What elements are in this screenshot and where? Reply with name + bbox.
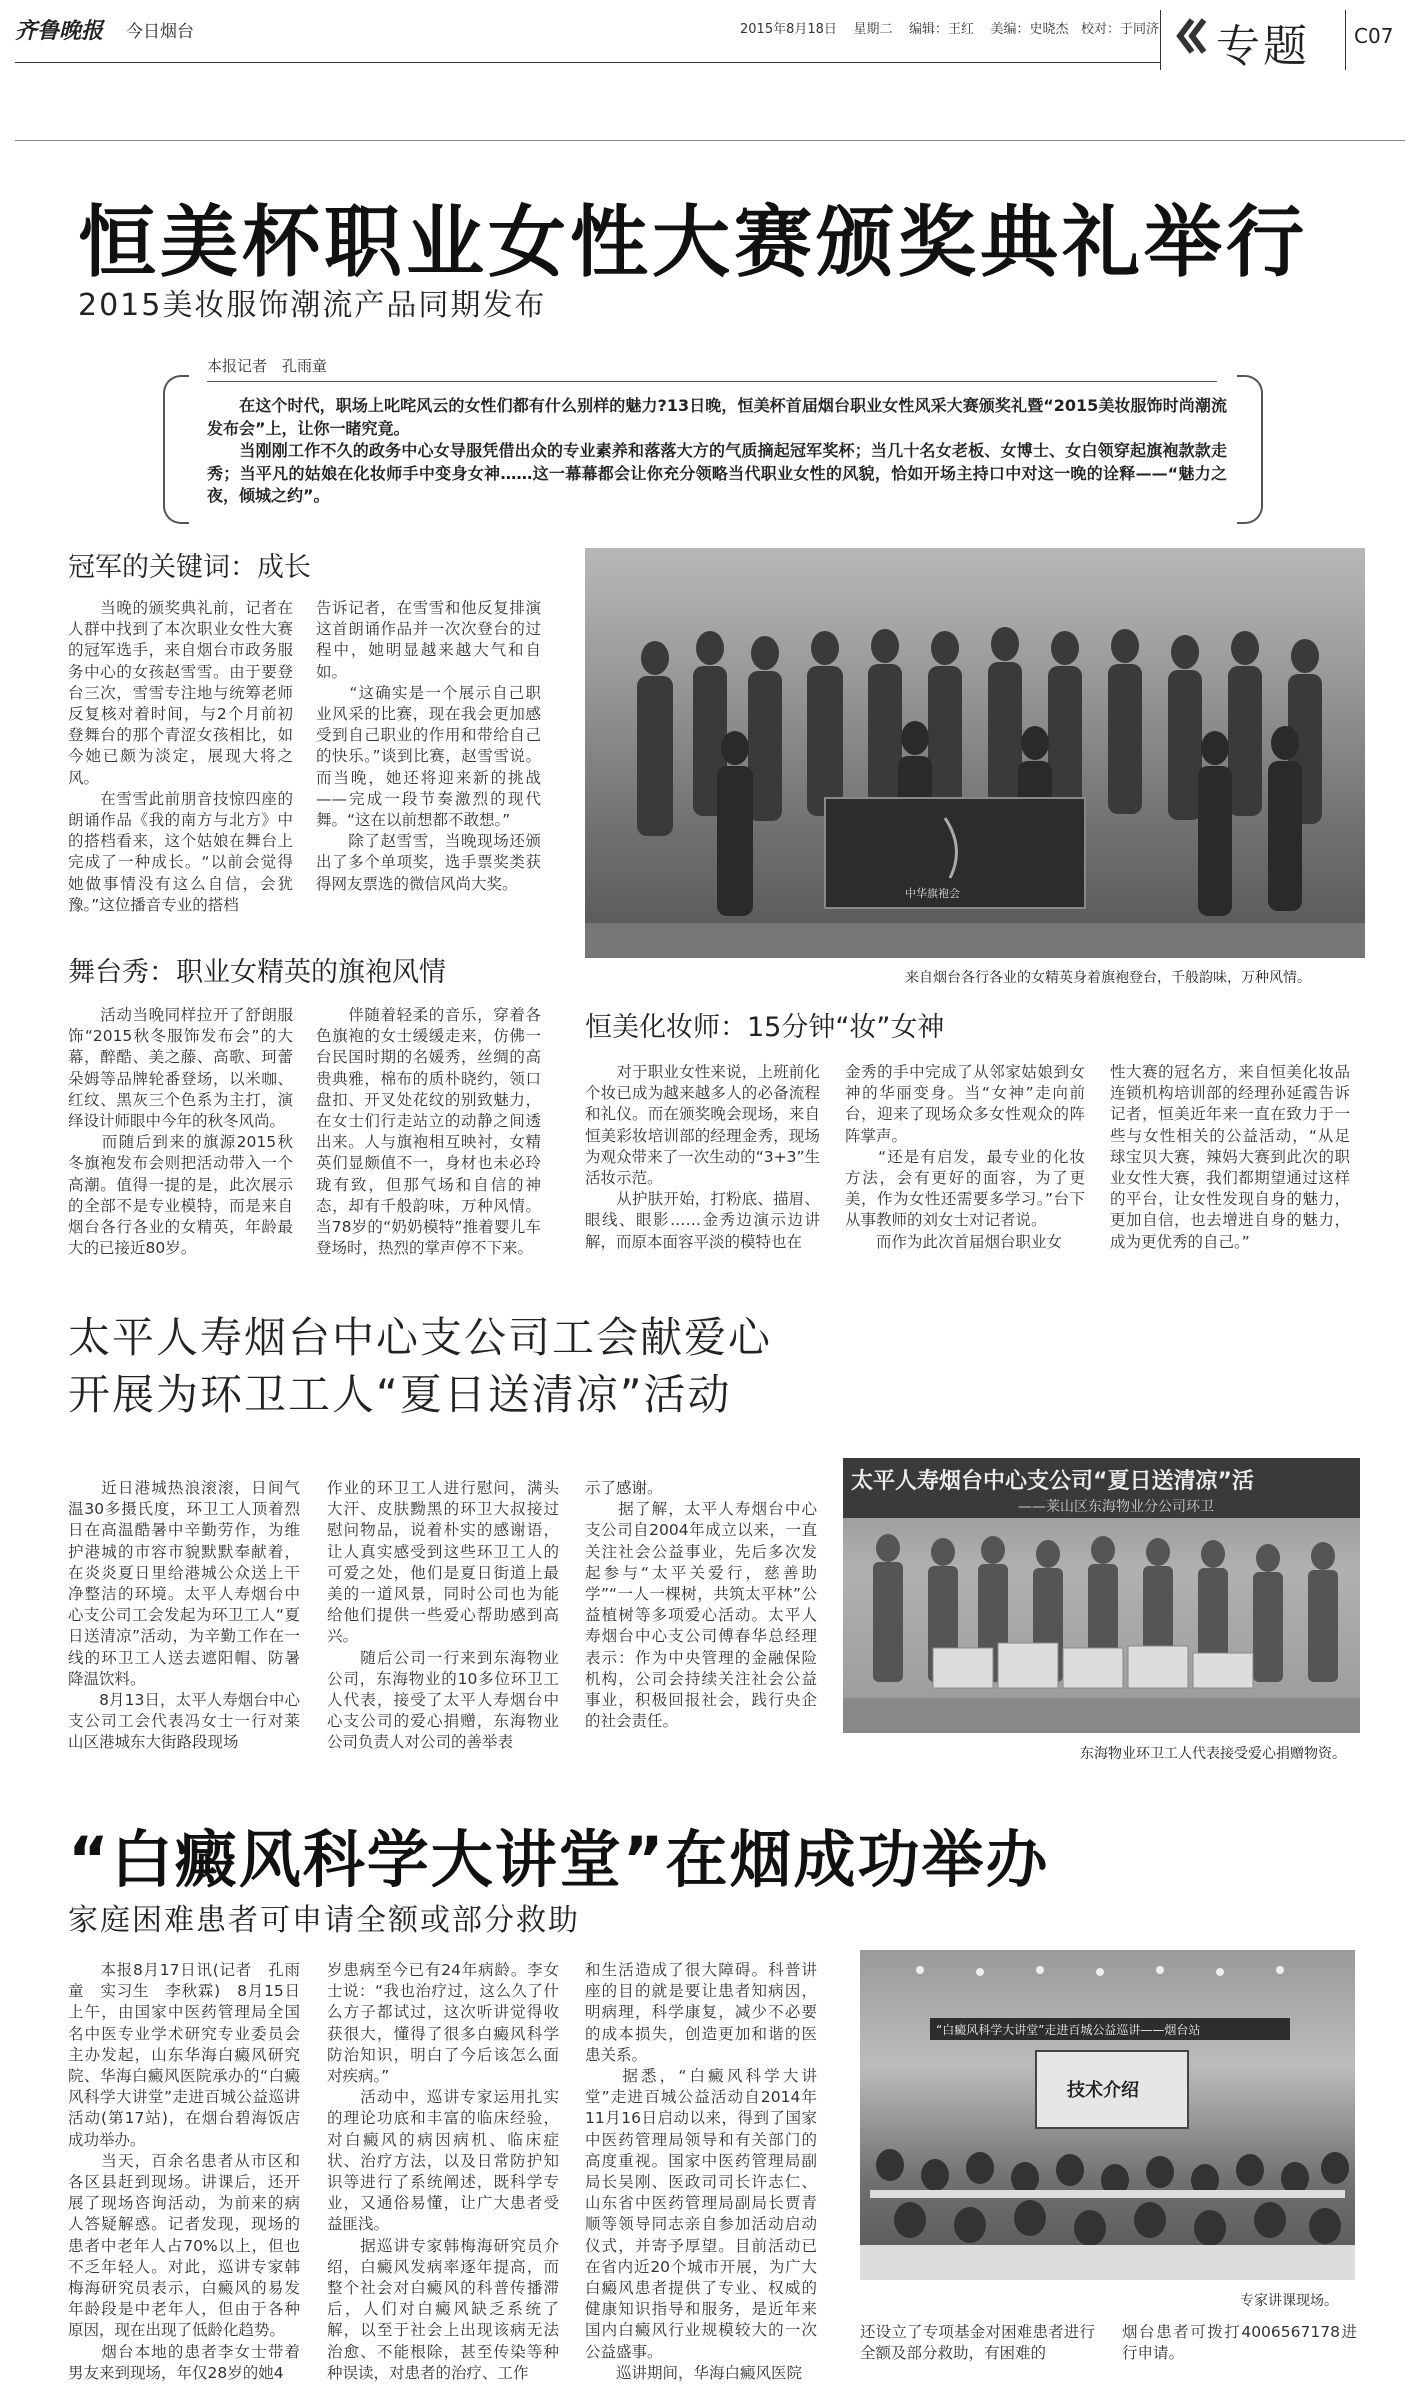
article1-subhead: 2015美妆服饰潮流产品同期发布	[78, 288, 547, 323]
article1-sec3-col2: 金秀的手中完成了从邻家姑娘到女神的华丽变身。当“女神”走向前台，迎来了现场众多女性观众的阵阵掌声。 “还是有启发，最专业的化妆方法，会有更好的面容，为了更美，作为女性还需要多学习。”台下从事教师的刘女士对记者说。 而作为此次首届烟台职业女	[845, 1063, 1085, 1251]
designer-credit: 美编：史晓杰	[990, 22, 1069, 37]
lecture-screen-text: 技术介绍	[1067, 2080, 1139, 2101]
article2-headline-line1: 太平人寿烟台中心支公司工会献爱心	[68, 1313, 773, 1362]
article3-col1: 本报8月17日讯(记者 孔雨童 实习生 李秋霖) 8月15日上午，由国家中医药管理局全国名中医专业学术研究专业委员会主办发起，山东华海白癜风研究院、华海白癜风医院承办的“白癜风科学大讲堂”走进百城公益巡讲活动(第17站)，在烟台碧海饭店成功举办。 当天，百余名患者从市区和各区县赶到现场。讲课后，还开展了现场咨询活动，为前来的病人答疑解惑。记者发现，现场的患者中老年人占70%以上，但也不乏年轻人。对此，巡讲专家韩梅海研究员表示，白癜风的易发年龄段是中老年人，但由于各种原因，现在出现了低龄化趋势。 烟台本地的患者李女士带着男友来到现场，年仅28岁的她4	[68, 1961, 300, 2382]
article1-sec1-col1: 当晚的颁奖典礼前，记者在人群中找到了本次职业女性大赛的冠军选手，来自烟台市政务服务中心的女孩赵雪雪。由于要登台三次，雪雪专注地与统筹老师反复核对着时间，与2个月前初登舞台的那个青涩女孩相比，如今她已颇为淡定，展现大将之风。 在雪雪此前朋音技惊四座的朗诵作品《我的南方与北方》中的搭档看来，这个姑娘在舞台上完成了一种成长。“以前会觉得她做事情没有这么自信，会犹豫。”这位播音专业的搭档	[68, 599, 293, 914]
article1-sec3-col3: 性大赛的冠名方，来自恒美化妆品连锁机构培训部的经理孙延霞告诉记者，恒美近年来一直在致力于一些与女性相关的公益活动，“从足球宝贝大赛，辣妈大赛到此次的职业女性大赛，我们都期望通过这样的平台，让女性发现自身的魅力，更加自信，也去增进自身的魅力，成为更优秀的自己。”	[1110, 1063, 1350, 1251]
article1-sec1-col2: 告诉记者，在雪雪和他反复排演这首朗诵作品并一次次登台的过程中，她明显越来越大气和自如。 “这确实是一个展示自己职业风采的比赛，现在我会更加感受到自己职业的作用和带给自己的快乐。”谈到比赛，赵雪雪说。而当晚，她还将迎来新的挑战——完成一段节奏激烈的现代舞。“这在以前想都不敢想。” 除了赵雪雪，当晚现场还颁出了多个单项奖，选手票奖类获得网友票选的微信风尚大奖。	[316, 599, 541, 893]
lead-bracket-right	[1237, 375, 1263, 524]
lead-bracket-left	[163, 375, 189, 524]
sanitation-photo-caption: 东海物业环卫工人代表接受爱心捐赠物资。	[1080, 1746, 1346, 1762]
article3-col3: 和生活造成了很大障碍。科普讲座的目的就是要让患者知病因，明病理，科学康复，减少不必要的成本损失，创造更加和谐的医患关系。 据悉，“白癜风科学大讲堂”走进百城公益活动自2014年11月16日启动以来，得到了国家中医药管理局领导和有关部门的高度重视。国家中医药管理局副局长吴刚、医政司司长许志仁、山东省中医药管理局副局长贾青顺等领导同志亲自参加活动启动仪式，并寄予厚望。目前活动已在省内近20个城市开展，为广大白癜风患者提供了专业、权威的健康知识指导和服务，是近年来国内白癜风行业规模较大的一次公益盛事。 巡讲期间，华海白癜风医院	[585, 1961, 817, 2382]
lecture-photo-caption: 专家讲课现场。	[1240, 2293, 1338, 2309]
article1-headline: 恒美杯职业女性大赛颁奖典礼举行	[78, 198, 1309, 288]
article2-col3: 示了感谢。 据了解，太平人寿烟台中心支公司自2004年成立以来，一直关注社会公益事业，先后多次发起参与“太平关爱行，慈善助学”“一人一棵树，共筑太平林”公益植树等多项爱心活动。太平人寿烟台中心支公司傅春华总经理表示：作为中央管理的金融保险机构，公司会持续关注社会公益事业，积极回报社会，践行央企的社会责任。	[585, 1479, 817, 1731]
article2-col2: 作业的环卫工人进行慰问，满头大汗、皮肤黝黑的环卫大叔接过慰问物品，说着朴实的感谢语，让人真实感受到这些环卫工人的可爱之处，他们是夏日街道上最美的一道风景，同时公司也为能给他们提供一些爱心帮助感到高兴。 随后公司一行来到东海物业公司，东海物业的10多位环卫工人代表，接受了太平人寿烟台中心支公司的爱心捐赠，东海物业公司负责人对公司的善举表	[327, 1479, 559, 1752]
header-thick-rule	[15, 140, 1405, 141]
article3-subhead: 家庭困难患者可申请全额或部分救助	[68, 1903, 580, 1938]
editor-credit: 编辑：王红	[908, 22, 974, 37]
sanitation-banner-subtext: ——莱山区东海物业分公司环卫	[1018, 1499, 1214, 1515]
column-divider-right	[1345, 10, 1346, 70]
article1-sec3-col1: 对于职业女性来说，上班前化个妆已成为越来越多人的必备流程和礼仪。而在颁奖晚会现场，来自恒美彩妆培训部的经理金秀，现场为观众带来了一次生动的“3+3”生活妆示范。 从护肤开始，打粉底、描眉、眼线、眼影……金秀边演示边讲解，而原本面容平淡的模特也在	[585, 1063, 820, 1251]
article3-col5: 烟台患者可拨打4006567178进行申请。	[1122, 2323, 1357, 2363]
article1-sec2-col2: 伴随着轻柔的音乐，穿着各色旗袍的女士缓缓走来，仿佛一台民国时期的名媛秀，丝绸的高贵典雅，棉布的质朴晓约，领口盘扣、开叉处花纹的别致魅力，在女士们行走站立的动静之间透出来。人与旗袍相互映衬，女精英们显颇值不一，身材也未必玲珑有致，但那气场和自信的神态，却有千般韵味，万种风情。当78岁的“奶奶模特”推着婴儿车登场时，热烈的掌声停不下来。	[316, 1006, 541, 1258]
sanitation-banner-text: 太平人寿烟台中心支公司“夏日送清凉”活	[851, 1469, 1254, 1494]
proofreader-credit: 校对：于同济	[1080, 22, 1159, 37]
column-divider-left	[1160, 10, 1161, 70]
sanitation-banner	[843, 1458, 1360, 1518]
masthead-logo: 齐鲁晚报	[15, 18, 104, 44]
header-meta	[740, 18, 1159, 37]
article1-sec2-col1: 活动当晚同样拉开了舒朗服饰“2015秋冬服饰发布会”的大幕，醉酷、美之藤、高歌、珂蕾朵姆等品牌轮番登场，以米咖、红纹、黑灰三个色系为主打，演绎设计师眼中今年的秋冬风尚。 而随后到来的旗源2015秋冬旗袍发布会则把活动带入一个高潮。值得一提的是，此次展示的全部不是专业模特，而是来自烟台各行各业的女精英，年龄最大的已接近80岁。	[68, 1006, 293, 1258]
lead-top-rule	[207, 381, 1217, 382]
article2-col1: 近日港城热浪滚滚，日间气温30多摄氏度，环卫工人顶着烈日在高温酷暑中辛勤劳作，为维护港城的市容市貌默默奉献着，在炎炎夏日里给港城公众送上干净整洁的环境。太平人寿烟台中心支公司工会发起为环卫工人“夏日送清凉”活动，为辛勤工作在一线的环卫工人送去遮阳帽、防暑降温饮料。 8月13日，太平人寿烟台中心支公司工会代表冯女士一行对莱山区港城东大街路段现场	[68, 1479, 300, 1752]
column-name: 专题	[1216, 21, 1310, 72]
sanitation-workers-photo	[843, 1458, 1360, 1733]
article1-lead: 在这个时代，职场上叱咤风云的女性们都有什么别样的魅力?13日晚，恒美杯首届烟台职业女性风采大赛颁奖礼暨“2015美妆服饰时尚潮流发布会”上，让你一睹究竟。 当刚刚工作不久的政务中心女导服凭借出众的专业素养和落落大方的气质摘起冠军奖杯；当几十名女老板、女博士、女白领穿起旗袍款款走秀；当平凡的姑娘在化妆师手中变身女神……这一幕幕都会让你充分领略当代职业女性的风貌，恰如开场主持口中对这一晚的诠释——“魅力之夜，倾城之约”。	[207, 396, 1227, 505]
article1-byline: 本报记者 孔雨童	[207, 357, 328, 375]
article1-lead-box	[163, 355, 1263, 535]
header-rule	[15, 62, 1160, 63]
qipao-group-photo	[585, 548, 1365, 958]
column-chevron-icon	[1174, 16, 1208, 56]
article1-sec3-title: 恒美化妆师：15分钟“妆”女神	[585, 1012, 945, 1043]
lecture-stage-banner-text: “白癜风科学大讲堂”走进百城公益巡讲——烟台站	[936, 2023, 1201, 2037]
qipao-photo-caption: 来自烟台各行各业的女精英身着旗袍登台，千般韵味，万种风情。	[905, 970, 1311, 986]
page-number: C07	[1354, 24, 1394, 48]
article3-headline: “白癜风科学大讲堂”在烟成功举办	[68, 1823, 1050, 1896]
issue-date: 2015年8月18日	[740, 22, 837, 37]
qipao-banner-text: 中华旗袍会	[905, 887, 960, 900]
article1-sec2-title: 舞台秀：职业女精英的旗袍风情	[68, 957, 446, 988]
article1-sec1-title: 冠军的关键词：成长	[68, 552, 311, 583]
lecture-hall-photo	[860, 1950, 1355, 2280]
issue-weekday: 星期二	[853, 22, 893, 37]
article3-col2: 岁患病至今已有24年病龄。李女士说：“我也治疗过，这么久了什么方子都试过，这次听讲觉得收获很大，懂得了很多白癜风科学防治知识，明白了今后该怎么面对疾病。” 活动中，巡讲专家运用扎实的理论功底和丰富的临床经验，对白癜风的病因病机、临床症状、治疗方法，以及日常防护知识等进行了系统阐述，既科学专业，又通俗易懂，让广大患者受益匪浅。 据巡讲专家韩梅海研究员介绍，白癜风发病率逐年提高，而整个社会对白癜风的科普传播滞后，人们对白癜风缺乏系统了解，以至于社会上出现该病无法治愈、不能根除，甚至传染等种种误读，对患者的治疗、工作	[327, 1961, 559, 2382]
article3-col4: 还设立了专项基金对困难患者进行全额及部分救助，有困难的	[860, 2323, 1095, 2363]
article2-headline-line2: 开展为环卫工人“夏日送清凉”活动	[68, 1370, 732, 1419]
section-name: 今日烟台	[126, 22, 194, 42]
